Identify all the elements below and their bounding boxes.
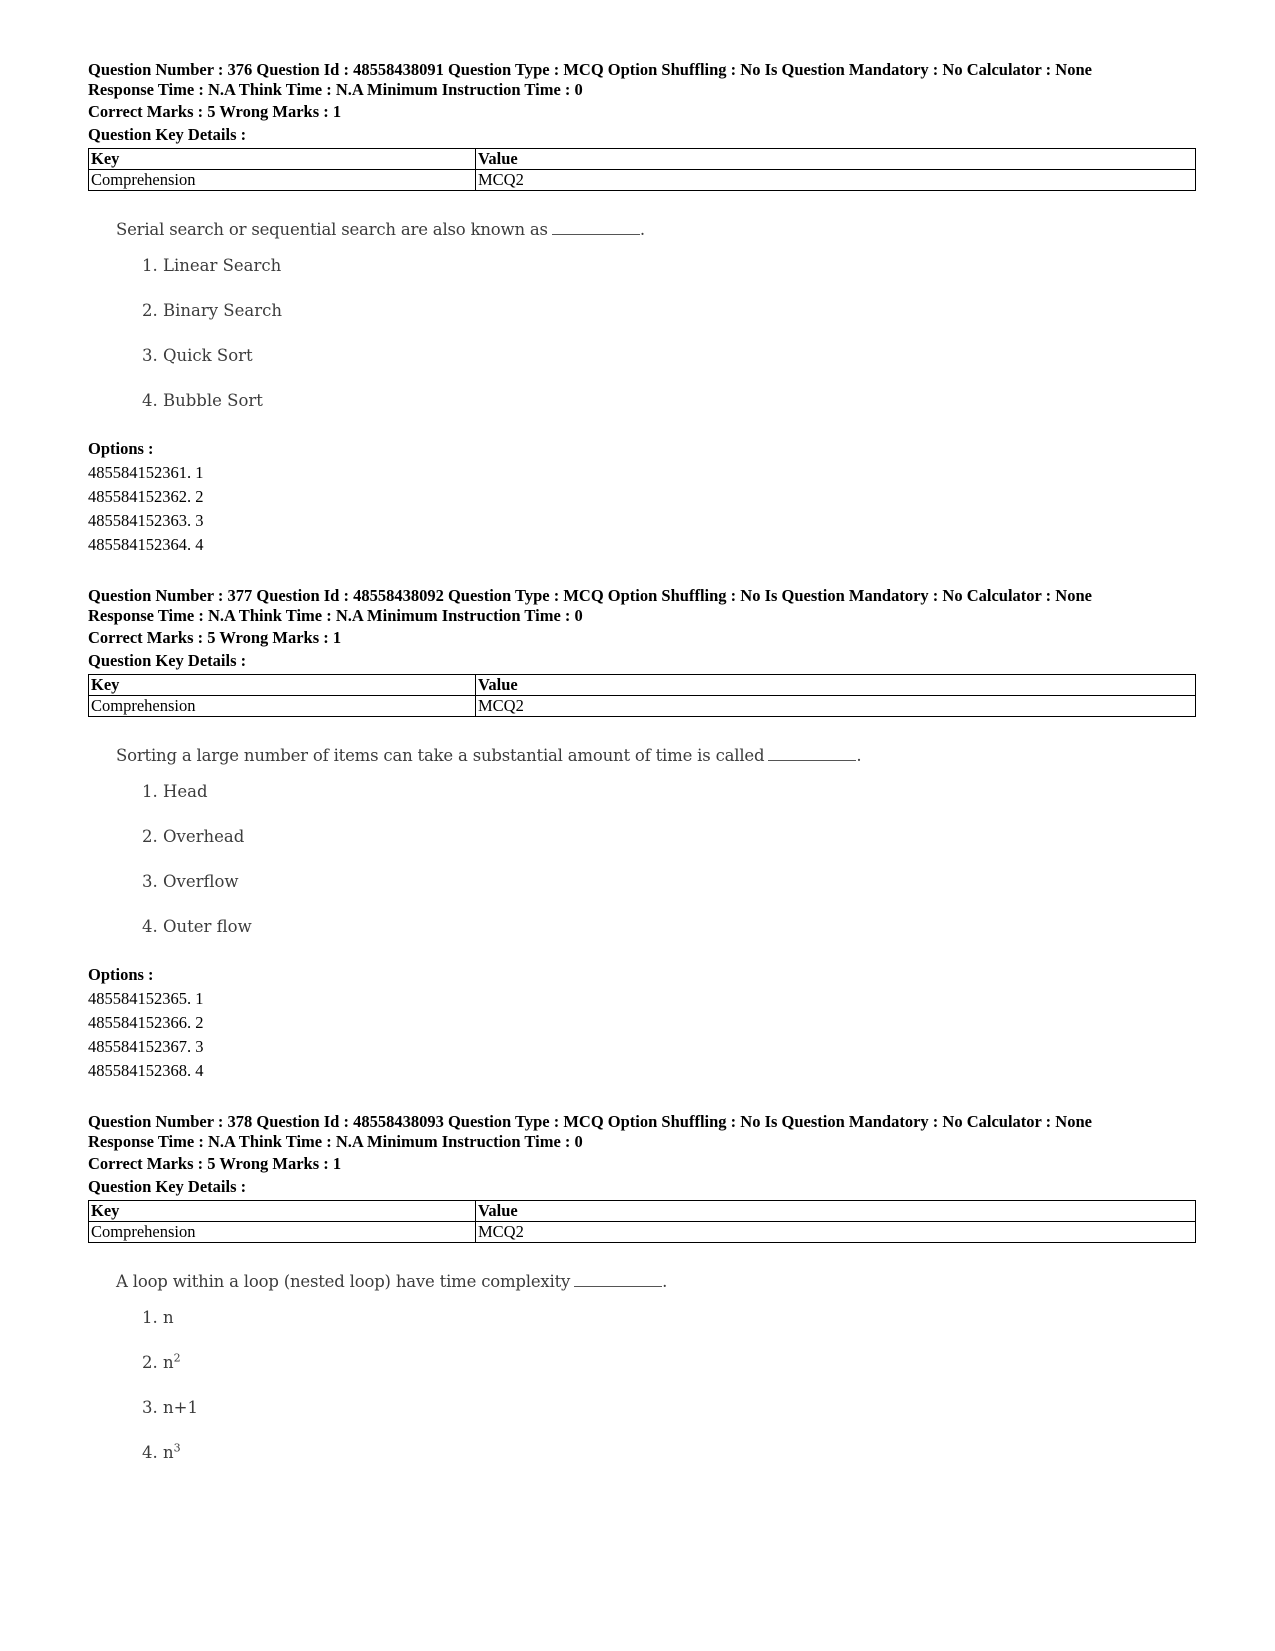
question-text: Sorting a large number of items can take a substantial amount of time is called . [116, 746, 862, 765]
choice-1: 1. Linear Search [142, 256, 282, 275]
question-header [88, 60, 1196, 100]
table-header-row [89, 149, 1196, 170]
table-row [89, 170, 1196, 191]
table-cell-key: Comprehension [89, 1222, 476, 1243]
choice-2-exponent: 2 [173, 1351, 181, 1365]
header-line-1: Question Number : 377 Question Id : 48558438092 Question Type : MCQ Option Shuffling : No Is Question Mandatory : No Calculator : None [88, 586, 1092, 605]
question-header [88, 1112, 1196, 1152]
option-row: 485584152362. 2 [88, 487, 204, 506]
header-line-2: Response Time : N.A Think Time : N.A Minimum Instruction Time : 0 [88, 1132, 583, 1151]
table-header-row [89, 1201, 1196, 1222]
table-cell-key: Comprehension [89, 170, 476, 191]
choice-3: 3. Overflow [142, 872, 239, 891]
choice-2: 2. Binary Search [142, 301, 282, 320]
key-details-label: Question Key Details : [88, 1177, 247, 1196]
question-text: Serial search or sequential search are also known as . [116, 220, 645, 239]
choice-2: 2. Overhead [142, 827, 245, 846]
page [88, 60, 1196, 1475]
choice-1: 1. Head [142, 782, 208, 801]
table-header-key: Key [89, 149, 476, 170]
table-header-key: Key [89, 1201, 476, 1222]
table-header-key: Key [89, 675, 476, 696]
header-line-2: Response Time : N.A Think Time : N.A Minimum Instruction Time : 0 [88, 606, 583, 625]
choice-2: 2. $n^2$ [142, 1351, 181, 1372]
option-row: 485584152366. 2 [88, 1013, 204, 1032]
options-label: Options : [88, 965, 154, 984]
choice-4-exponent: 3 [173, 1441, 181, 1455]
table-cell-key: Comprehension [89, 696, 476, 717]
options-label: Options : [88, 439, 154, 458]
option-row: 485584152363. 3 [88, 511, 204, 530]
question-image [116, 1269, 1196, 1475]
key-details-label: Question Key Details : [88, 651, 247, 670]
question-header [88, 586, 1196, 626]
option-row: 485584152365. 1 [88, 989, 204, 1008]
choice-4: 4. Bubble Sort [142, 391, 263, 410]
table-cell-value: MCQ2 [476, 696, 1196, 717]
question-text: A loop within a loop (nested loop) have time complexity . [116, 1272, 668, 1291]
header-line-1: Question Number : 376 Question Id : 48558438091 Question Type : MCQ Option Shuffling : No Is Question Mandatory : No Calculator : None [88, 60, 1092, 79]
option-row: 485584152367. 3 [88, 1037, 204, 1056]
question-376 [88, 60, 1196, 586]
marks: Correct Marks : 5 Wrong Marks : 1 [88, 628, 342, 647]
question-image [116, 743, 1196, 949]
marks: Correct Marks : 5 Wrong Marks : 1 [88, 1154, 342, 1173]
table-header-value: Value [476, 1201, 1196, 1222]
key-details-table [88, 148, 1196, 191]
table-cell-value: MCQ2 [476, 170, 1196, 191]
table-cell-value: MCQ2 [476, 1222, 1196, 1243]
question-image [116, 217, 1196, 423]
choice-3: 3. Quick Sort [142, 346, 253, 365]
choice-4: 4. Outer flow [142, 917, 252, 936]
choice-1: 1. n [142, 1308, 174, 1327]
question-378 [88, 1112, 1196, 1475]
option-row: 485584152361. 1 [88, 463, 204, 482]
marks: Correct Marks : 5 Wrong Marks : 1 [88, 102, 342, 121]
table-header-row [89, 675, 1196, 696]
header-line-2: Response Time : N.A Think Time : N.A Minimum Instruction Time : 0 [88, 80, 583, 99]
choice-4: 4. $n^3$ [142, 1441, 181, 1462]
question-377 [88, 586, 1196, 1112]
key-details-table [88, 674, 1196, 717]
table-row [89, 696, 1196, 717]
option-row: 485584152368. 4 [88, 1061, 204, 1080]
option-row: 485584152364. 4 [88, 535, 204, 554]
key-details-table [88, 1200, 1196, 1243]
table-header-value: Value [476, 675, 1196, 696]
key-details-label: Question Key Details : [88, 125, 247, 144]
choice-3: 3. n+1 [142, 1398, 198, 1417]
table-header-value: Value [476, 149, 1196, 170]
header-line-1: Question Number : 378 Question Id : 48558438093 Question Type : MCQ Option Shuffling : No Is Question Mandatory : No Calculator : None [88, 1112, 1092, 1131]
table-row [89, 1222, 1196, 1243]
